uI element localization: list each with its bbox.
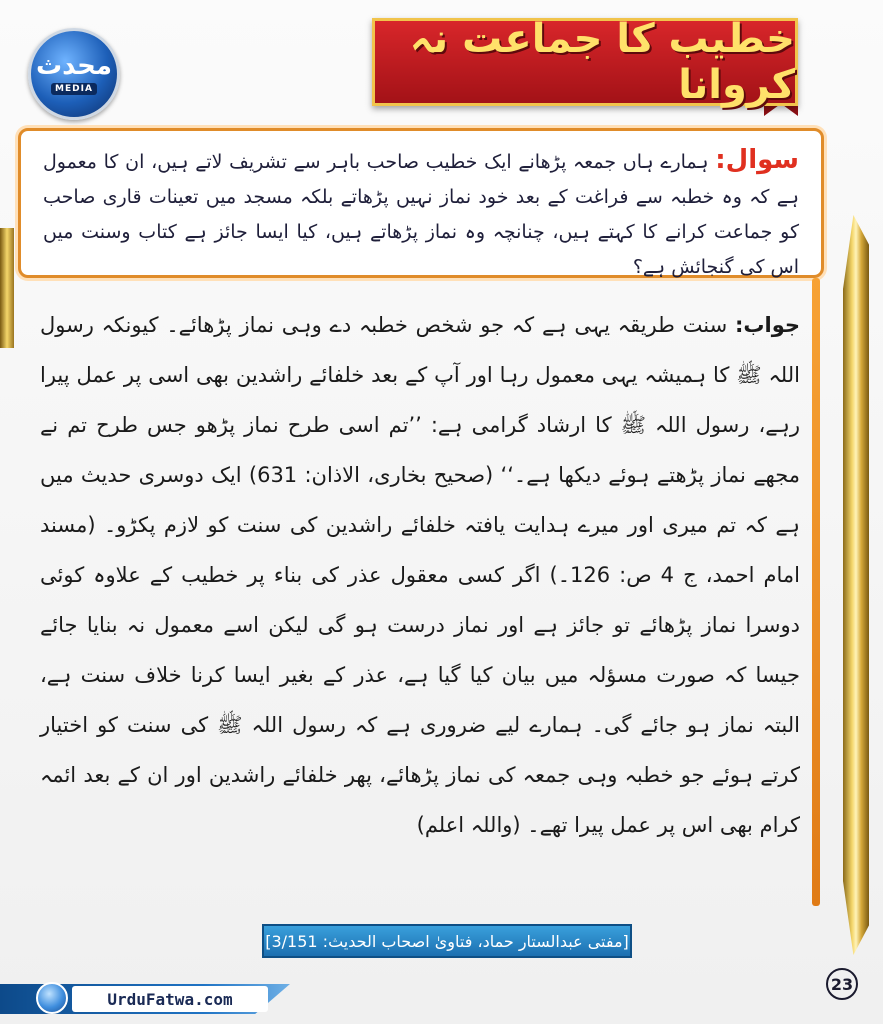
- website-link[interactable]: UrduFatwa.com: [72, 986, 268, 1012]
- answer-section: [40, 300, 800, 905]
- logo-sub: MEDIA: [51, 83, 97, 95]
- page-number: 23: [826, 968, 858, 1000]
- answer-accent-bar: [812, 278, 820, 906]
- logo: [28, 28, 120, 120]
- answer-paragraph: [40, 300, 800, 850]
- reference-citation: [مفتی عبدالستار حماد، فتاویٰ اصحاب الحدیث: 3/151]: [262, 924, 632, 958]
- globe-icon: [36, 982, 68, 1014]
- page-title: خطیب کا جماعت نہ کروانا: [409, 16, 795, 108]
- gold-decoration-right: [843, 215, 869, 955]
- title-banner: [372, 18, 798, 106]
- question-label: سوال:: [715, 145, 799, 175]
- answer-text: سنت طریقہ یہی ہے کہ جو شخص خطبہ دے وہی نماز پڑھائے۔ کیونکہ رسول اللہ ﷺ کا ہمیشہ یہی معمول رہا اور آپ کے بعد خلفائے راشدین بھی اسی پر عمل پیرا رہے، رسول اللہ ﷺ کا ارشاد گرامی ہے: ’’تم اسی طرح نماز پڑھو جس طرح تم نے مجھے نماز پڑھتے ہوئے دیکھا ہے۔‘‘ (صحیح بخاری، الاذان: 631) ایک دوسری حدیث میں ہے کہ تم میری اور میرے ہدایت یافتہ خلفائے راشدین کی سنت کو لازم پکڑو۔ (مسند امام احمد، ج 4 ص: 126۔) اگر کسی معقول عذر کی بناء پر خطیب کے علاوہ کوئی دوسرا نماز پڑھائے تو جائز ہے اور نماز درست ہو گی لیکن اسے معمول نہ بنایا جائے جیسا کہ صورت مسؤلہ میں بیان کیا گیا ہے، عذر کے بغیر ایسا کرنا خلاف سنت ہے، البتہ نماز ہو جائے گی۔ ہمارے لیے ضروری ہے کہ رسول اللہ ﷺ کی سنت کو اختیار کرتے ہوئے جو خطبہ وہی جمعہ کی نماز پڑھائے، پھر خلفائے راشدین اور ان کے بعد ائمہ کرام بھی اس پر عمل پیرا تھے۔ (واللہ اعلم): [40, 313, 800, 837]
- logo-text: محدث: [36, 51, 112, 81]
- question-paragraph: [43, 143, 799, 285]
- gold-decoration-left: [0, 228, 14, 348]
- answer-label: جواب:: [735, 313, 800, 337]
- question-text: ہمارے ہاں جمعہ پڑھانے ایک خطیب صاحب باہر سے تشریف لاتے ہیں، ان کا معمول ہے کہ وہ خطبہ سے فراغت کے بعد خود نماز نہیں پڑھاتے بلکہ مسجد میں تعینات قاری صاحب کو جماعت کرانے کا کہتے ہیں، چنانچہ وہ نماز پڑھاتے ہیں، کیا ایسا جائز ہے کتاب وسنت میں اس کی گنجائش ہے؟: [43, 151, 799, 278]
- question-box: [18, 128, 824, 278]
